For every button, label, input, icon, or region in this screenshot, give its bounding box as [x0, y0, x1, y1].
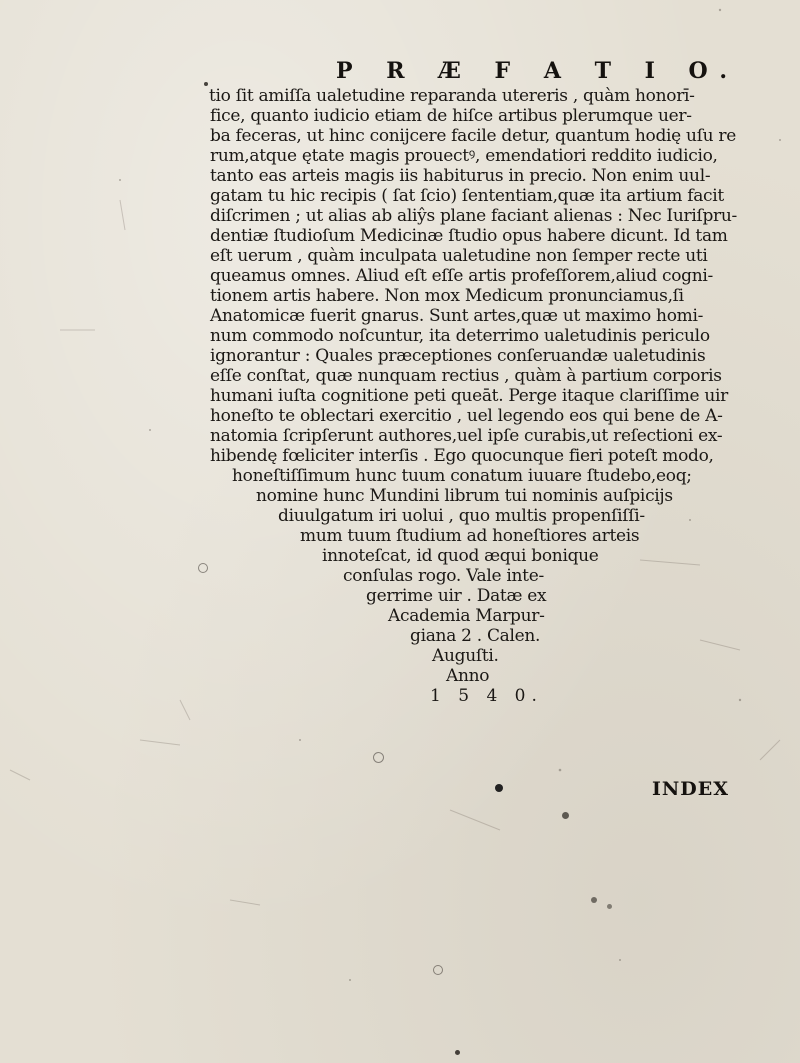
text-line: Auguſti.: [432, 646, 499, 666]
text-line: rum,atque ętate magis prouectꝰ, emendatiori reddito iudicio,: [210, 146, 718, 166]
text-line: hibendę fœliciter interſis . Ego quocunque fieri poteſt modo,: [210, 446, 714, 466]
text-line: humani iuſta cognitione peti queāt. Perge itaque clariſſime uir: [210, 386, 728, 406]
text-line: Anno: [446, 666, 490, 686]
text-line: eſſe conſtat, quæ nunquam rectius , quàm à partium corporis: [210, 366, 722, 386]
text-line: tio ſit amiſſa ualetudine reparanda utereris , quàm honorī-: [209, 86, 695, 106]
text-line: dentiæ ſtudioſum Medicinæ ſtudio opus habere dicunt. Id tam: [210, 226, 728, 246]
text-line: tanto eas arteis magis iis habiturus in precio. Non enim uul-: [210, 166, 711, 186]
text-line: honeſto te oblectari exercitio , uel legendo eos qui bene de A-: [210, 406, 723, 426]
text-line: diſcrimen ; ut alias ab aliŷs plane faciant alienas : Nec Iuriſpru-: [210, 206, 737, 226]
text-line: gerrime uir . Datæ ex: [366, 586, 547, 606]
text-line: eſt uerum , quàm inculpata ualetudine non ſemper recte uti: [210, 246, 708, 266]
text-line: mum tuum ſtudium ad honeſtiores arteis: [300, 526, 640, 546]
text-line: 1 5 4 0.: [430, 686, 543, 706]
text-line: ba feceras, ut hinc conijcere facile detur, quantum hodię uſu re: [210, 126, 737, 146]
text-line: fice, quanto iudicio etiam de hiſce artibus plerumque uer-: [210, 106, 692, 126]
text-line: Academia Marpur-: [388, 606, 545, 626]
catchword: INDEX: [652, 778, 729, 800]
text-line: giana 2 . Calen.: [410, 626, 541, 646]
text-line: gatam tu hic recipis ( ſat ſcio) ſententiam,quæ ita artium facit: [210, 186, 724, 206]
text-line: conſulas rogo. Vale inte-: [343, 566, 544, 586]
text-line: honeſtiſſimum hunc tuum conatum iuuare ſtudebo,eoq;: [232, 466, 692, 486]
text-line: queamus omnes. Aliud eſt eſſe artis profeſſorem,aliud cogni-: [210, 266, 713, 286]
text-line: nomine hunc Mundini librum tui nominis auſpicijs: [256, 486, 673, 506]
text-line: Anatomicæ fuerit gnarus. Sunt artes,quæ ut maximo homi-: [210, 306, 704, 326]
text-line: num commodo noſcuntur, ita deterrimo ualetudinis periculo: [210, 326, 710, 346]
text-line: diuulgatum iri uolui , quo multis propenſiſſi-: [278, 506, 645, 526]
text-line: innoteſcat, id quod æqui bonique: [322, 546, 599, 566]
text-line: tionem artis habere. Non mox Medicum pronunciamus,ſi: [210, 286, 684, 306]
text-line: natomia ſcripſerunt authores,uel ipſe curabis,ut reſectioni ex-: [210, 426, 723, 446]
running-head: P R Æ F A T I O.: [336, 58, 741, 84]
text-line: ignorantur : Quales præceptiones conſeruandæ ualetudinis: [210, 346, 706, 366]
